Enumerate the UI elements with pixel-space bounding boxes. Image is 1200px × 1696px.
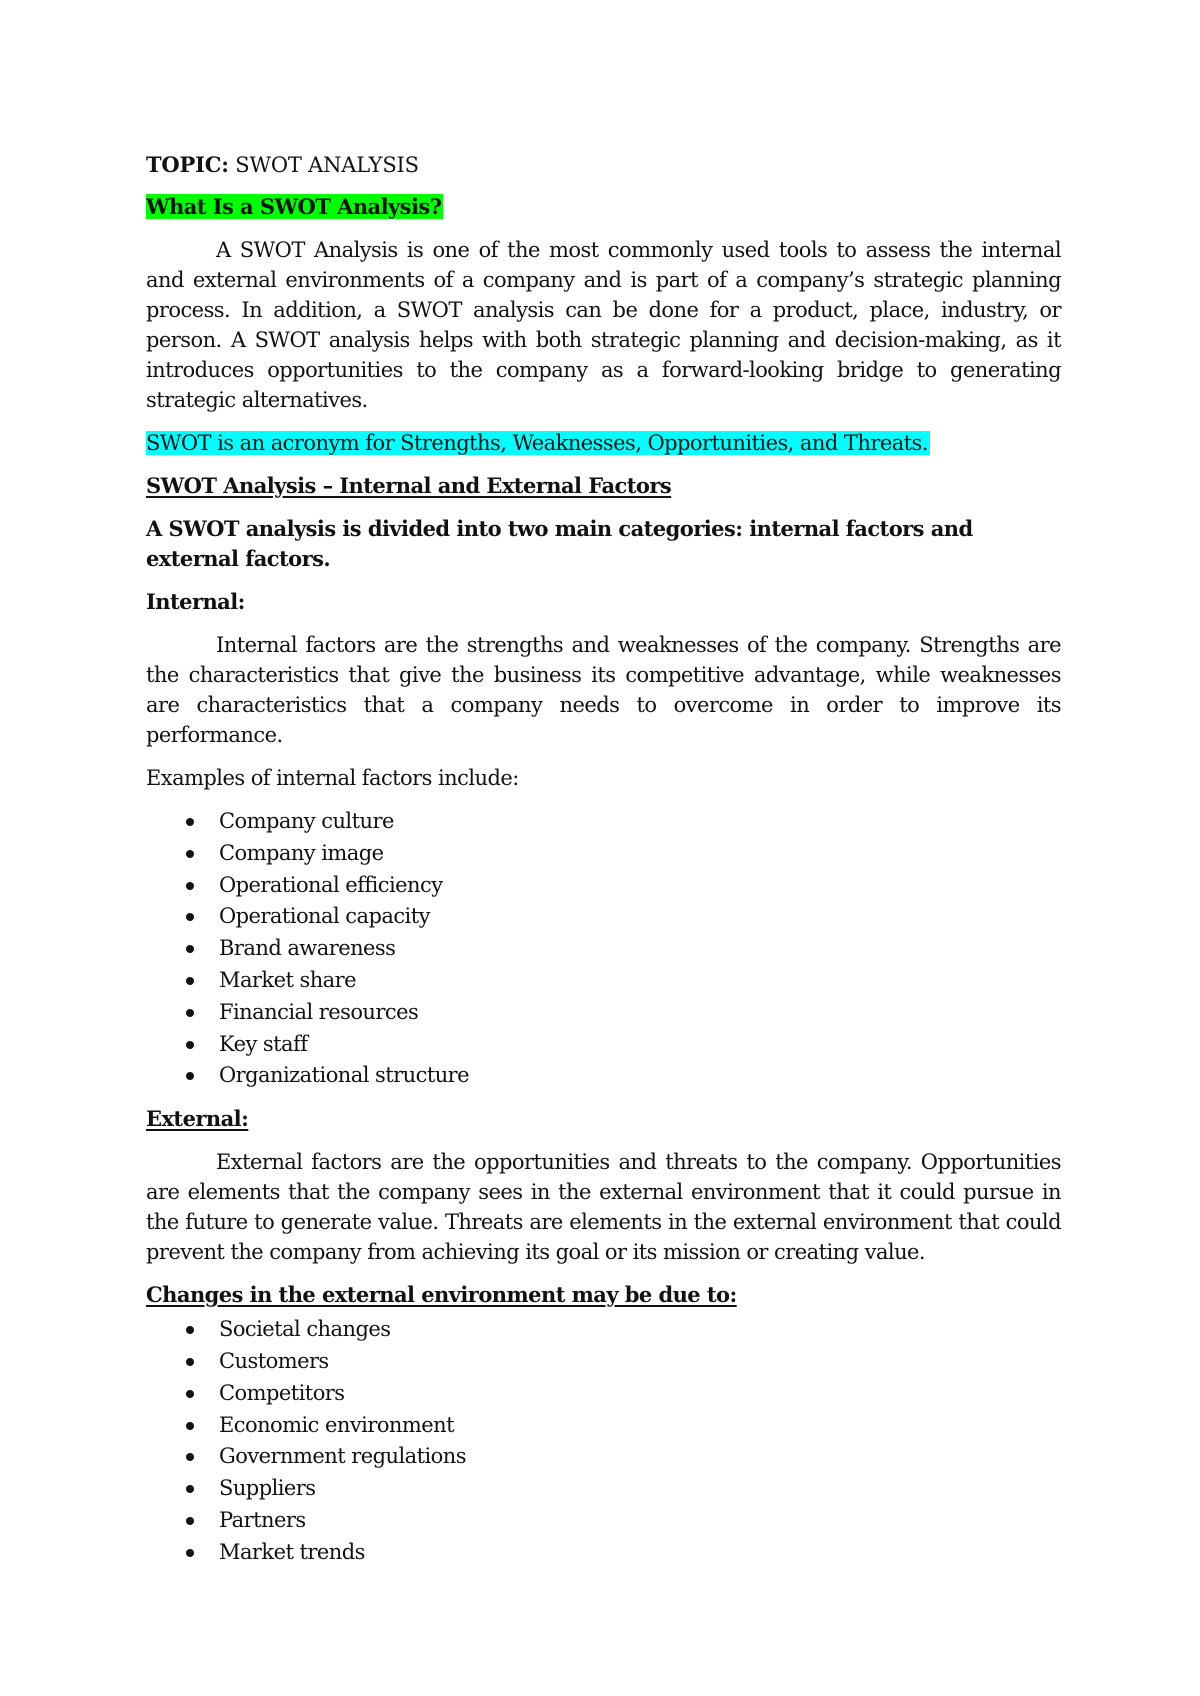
list-item-label: Organizational structure bbox=[219, 1063, 470, 1088]
list-item-label: Competitors bbox=[219, 1380, 345, 1405]
list-item-label: Government regulations bbox=[219, 1444, 466, 1469]
topic-value: SWOT ANALYSIS bbox=[235, 153, 419, 177]
list-item bbox=[146, 806, 1061, 838]
list-item-label: Company culture bbox=[219, 809, 394, 833]
bullet-icon bbox=[186, 1422, 194, 1430]
bullet-icon bbox=[186, 1326, 194, 1334]
list-item bbox=[146, 1314, 1061, 1346]
list-item bbox=[146, 1441, 1061, 1473]
external-changes-list bbox=[146, 1314, 1061, 1568]
bullet-icon bbox=[186, 882, 194, 890]
factors-heading: SWOT Analysis – Internal and External Factors bbox=[146, 473, 672, 498]
external-changes-heading: Changes in the external environment may be due to: bbox=[146, 1282, 737, 1308]
list-item-label: Partners bbox=[219, 1507, 306, 1532]
list-item bbox=[146, 1473, 1061, 1505]
list-item bbox=[146, 997, 1061, 1029]
internal-paragraph: Internal factors are the strengths and weaknesses of the company. Strengths are the characteristics that give the business its competitive advantage, while weaknesses are characteristics that a company needs to overcome in order to improve its performance. bbox=[146, 633, 1061, 747]
bullet-icon bbox=[186, 1009, 194, 1017]
list-item bbox=[146, 1029, 1061, 1061]
bullet-icon bbox=[186, 1072, 194, 1080]
internal-examples-label: Examples of internal factors include: bbox=[146, 766, 519, 790]
bullet-icon bbox=[186, 1390, 194, 1398]
internal-heading: Internal: bbox=[146, 589, 245, 614]
list-item bbox=[146, 1537, 1061, 1569]
list-item bbox=[146, 965, 1061, 997]
list-item-label: Customers bbox=[219, 1348, 329, 1373]
list-item-label: Brand awareness bbox=[219, 936, 396, 961]
list-item-label: Operational efficiency bbox=[219, 872, 443, 897]
bullet-icon bbox=[186, 1453, 194, 1461]
topic-line bbox=[146, 150, 1061, 180]
acronym-note-line bbox=[146, 428, 1061, 458]
list-item-label: Operational capacity bbox=[219, 904, 430, 929]
list-item bbox=[146, 1505, 1061, 1537]
list-item-label: Suppliers bbox=[219, 1476, 316, 1501]
list-item bbox=[146, 1346, 1061, 1378]
list-item-label: Market share bbox=[219, 967, 357, 992]
what-is-swot-heading-line bbox=[146, 192, 1061, 222]
list-item-label: Key staff bbox=[219, 1031, 308, 1056]
bullet-icon bbox=[186, 945, 194, 953]
list-item bbox=[146, 1410, 1061, 1442]
list-item-label: Market trends bbox=[219, 1539, 365, 1564]
bullet-icon bbox=[186, 1517, 194, 1525]
document-page bbox=[146, 150, 1061, 1581]
bullet-icon bbox=[186, 850, 194, 858]
bullet-icon bbox=[186, 977, 194, 985]
list-item bbox=[146, 901, 1061, 933]
what-is-swot-paragraph: A SWOT Analysis is one of the most commonly used tools to assess the internal and external environments of a company and is part of a company’s strategic planning process. In addition, a SWOT analysis can be done for a product, place, industry, or person. A SWOT analysis helps with both strategic planning and decision-making, as it introduces opportunities to the company as a forward-looking bridge to generating strategic alternatives. bbox=[146, 238, 1061, 412]
factors-intro: A SWOT analysis is divided into two main categories: internal factors and external factors. bbox=[146, 516, 973, 571]
topic-label: TOPIC: bbox=[146, 152, 229, 177]
bullet-icon bbox=[186, 818, 194, 826]
bullet-icon bbox=[186, 1549, 194, 1557]
bullet-icon bbox=[186, 913, 194, 921]
external-heading: External: bbox=[146, 1106, 249, 1132]
list-item bbox=[146, 1060, 1061, 1092]
acronym-note: SWOT is an acronym for Strengths, Weaknesses, Opportunities, and Threats. bbox=[146, 431, 928, 455]
list-item bbox=[146, 933, 1061, 965]
list-item-label: Economic environment bbox=[219, 1412, 455, 1437]
internal-factors-list bbox=[146, 806, 1061, 1092]
external-paragraph: External factors are the opportunities and threats to the company. Opportunities are elements that the company sees in the external environment that it could pursue in the future to generate value. Threats are elements in the external environment that could prevent the company from achieving its goal or its mission or creating value. bbox=[146, 1150, 1061, 1265]
list-item-label: Company image bbox=[219, 840, 384, 865]
bullet-icon bbox=[186, 1041, 194, 1049]
list-item-label: Financial resources bbox=[219, 999, 419, 1024]
what-is-swot-heading: What Is a SWOT Analysis? bbox=[146, 194, 442, 219]
list-item bbox=[146, 870, 1061, 902]
list-item bbox=[146, 838, 1061, 870]
bullet-icon bbox=[186, 1485, 194, 1493]
list-item-label: Societal changes bbox=[219, 1317, 391, 1342]
bullet-icon bbox=[186, 1358, 194, 1366]
list-item bbox=[146, 1378, 1061, 1410]
